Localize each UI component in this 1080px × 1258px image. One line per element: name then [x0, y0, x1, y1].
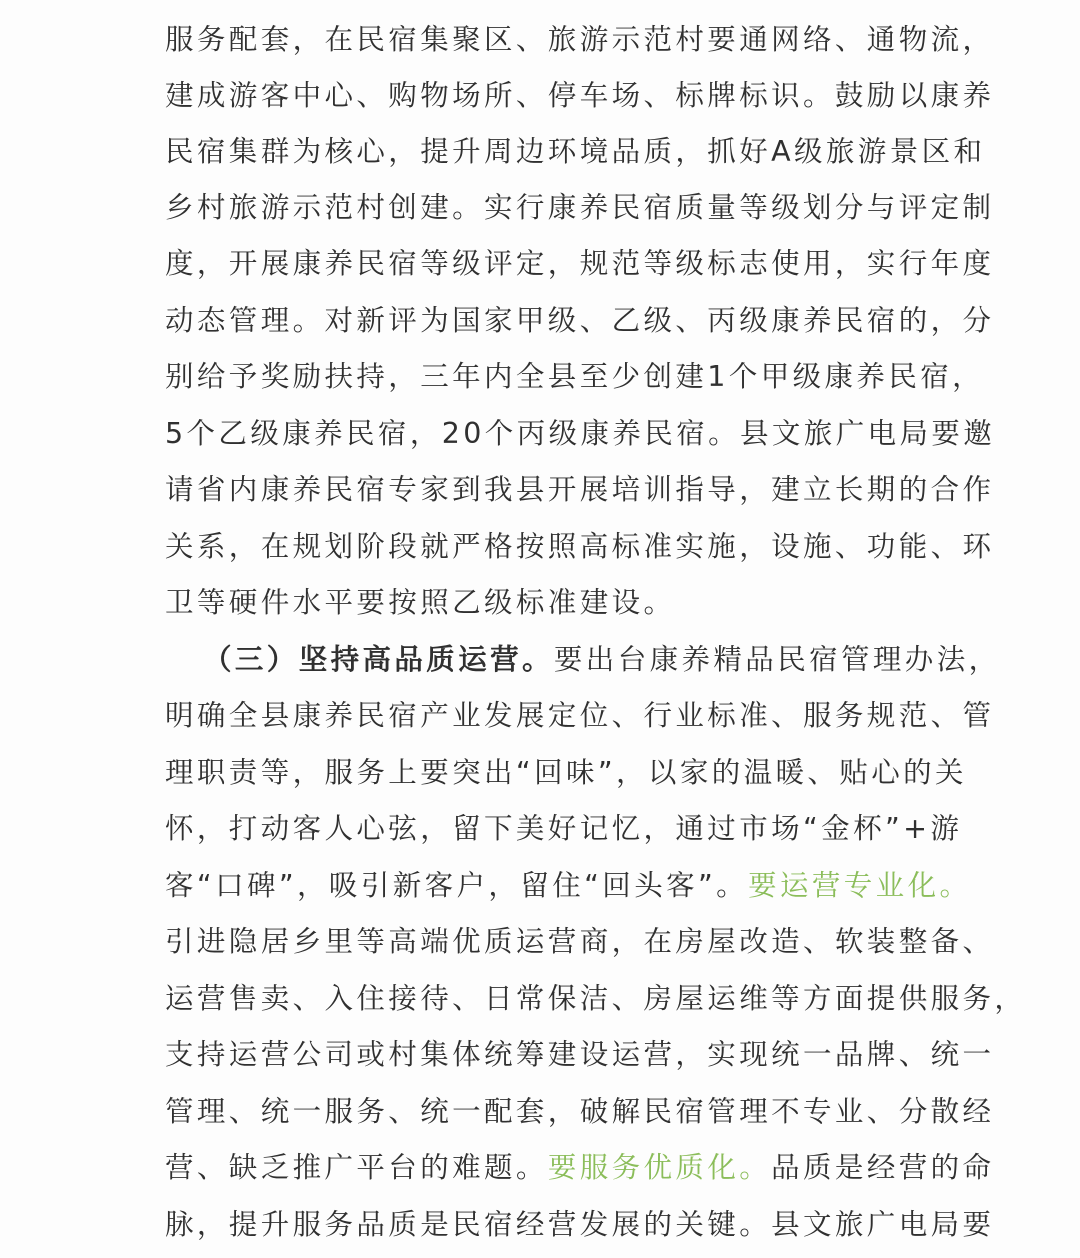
paragraph-line: 5个乙级康养民宿，20个丙级康养民宿。县文旅广电局要邀	[165, 417, 996, 450]
paragraph-line: 支持运营公司或村集体统筹建设运营，实现统一品牌、统一	[165, 1038, 995, 1071]
paragraph-line: 明确全县康养民宿产业发展定位、行业标准、服务规范、管	[165, 699, 995, 732]
paragraph-line: 理职责等，服务上要突出“回味”，以家的温暖、贴心的关	[165, 756, 967, 789]
paragraph-line: 度，开展康养民宿等级评定，规范等级标志使用，实行年度	[165, 247, 995, 280]
paragraph-line: 请省内康养民宿专家到我县开展培训指导，建立长期的合作	[165, 473, 995, 506]
section-heading-line	[203, 632, 1001, 688]
section-heading: （三）坚持高品质运营。	[203, 643, 554, 676]
paragraph-line: 民宿集群为核心，提升周边环境品质，抓好A级旅游景区和	[165, 135, 986, 168]
paragraph-line: 怀，打动客人心弦，留下美好记忆，通过市场“金杯”+游	[165, 812, 963, 845]
paragraph-line: 卫等硬件水平要按照乙级标准建设。	[165, 586, 676, 619]
paragraph-line: 别给予奖励扶持，三年内全县至少创建1个甲级康养民宿，	[165, 360, 985, 393]
paragraph-line: 服务配套，在民宿集聚区、旅游示范村要通网络、通物流，	[165, 23, 995, 56]
paragraph-line: 关系，在规划阶段就严格按照高标准实施，设施、功能、环	[165, 530, 995, 563]
paragraph-line: 管理、统一服务、统一配套，破解民宿管理不专业、分散经	[165, 1095, 995, 1128]
paragraph-text: 营、缺乏推广平台的难题。	[165, 1151, 548, 1184]
paragraph-text: 客“口碑”，吸引新客户，留住“回头客”。	[165, 869, 749, 902]
highlight-text: 要运营专业化。	[748, 869, 972, 902]
paragraph-text: 品质是经营的命	[771, 1151, 995, 1184]
paragraph-line: 动态管理。对新评为国家甲级、乙级、丙级康养民宿的，分	[165, 304, 995, 337]
section-heading-text: 要出台康养精品民宿管理办法，	[553, 643, 1001, 676]
paragraph-line: 乡村旅游示范村创建。实行康养民宿质量等级划分与评定制	[165, 191, 995, 224]
highlight-text: 要服务优质化。	[547, 1151, 772, 1184]
paragraph-line: 脉，提升服务品质是民宿经营发展的关键。县文旅广电局要	[165, 1208, 995, 1241]
paragraph-line	[165, 1140, 995, 1196]
paragraph-line: 运营售卖、入住接待、日常保洁、房屋运维等方面提供服务，	[165, 982, 1027, 1015]
paragraph-line	[165, 858, 972, 914]
paragraph-line: 引进隐居乡里等高端优质运营商，在房屋改造、软装整备、	[165, 925, 995, 958]
paragraph-line: 建成游客中心、购物场所、停车场、标牌标识。鼓励以康养	[165, 79, 995, 112]
